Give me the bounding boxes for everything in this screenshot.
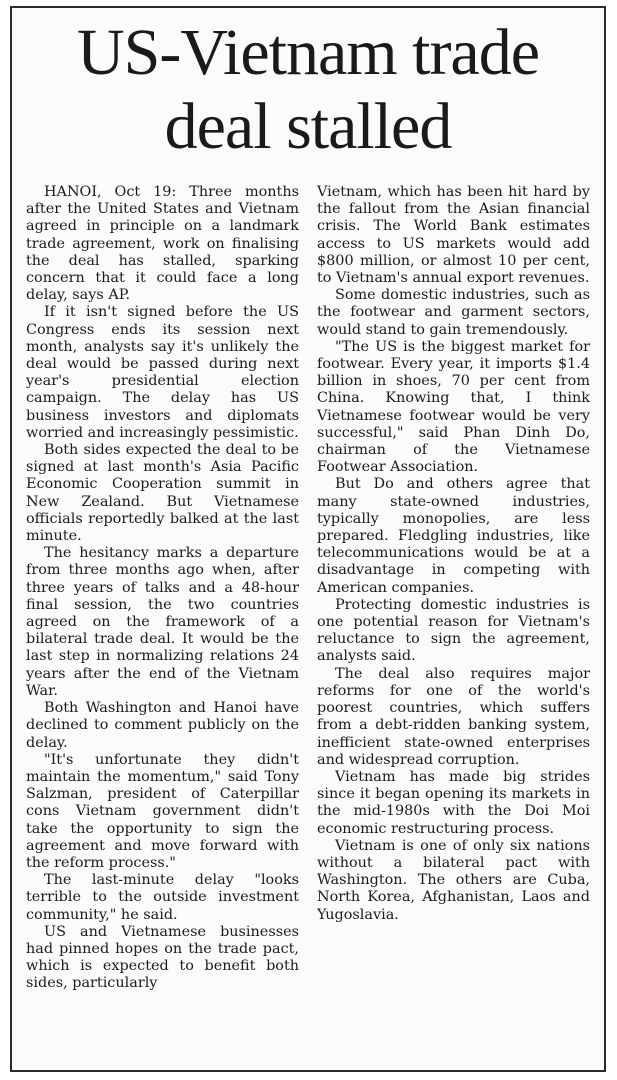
article-paragraph: If it isn't signed before the US Congress ends its session next month, analysts say it's unlikely the deal would be passed during next year's presidential election campaign. The delay has US business investors and diplomats worried and increasingly pessimistic. bbox=[26, 304, 299, 441]
newspaper-clipping bbox=[10, 6, 606, 1072]
article-paragraph: The deal also requires major reforms for one of the world's poorest countries, which suffers from a debt-ridden banking system, inefficient state-owned enterprises and widespread corruption. bbox=[317, 665, 590, 768]
article-paragraph: Vietnam, which has been hit hard by the fallout from the Asian financial crisis. The World Bank estimates access to US markets would add $800 million, or almost 10 per cent, to Vietnam's annual export revenues. bbox=[317, 184, 590, 287]
article-paragraph: "It's unfortunate they didn't maintain the momentum," said Tony Salzman, president of Caterpillar cons Vietnam government didn't take the opportunity to sign the agreement and move forward with the reform process." bbox=[26, 751, 299, 871]
headline-line-2: deal stalled bbox=[164, 90, 452, 163]
headline-line-1: US-Vietnam trade bbox=[76, 16, 540, 89]
headline bbox=[12, 16, 604, 164]
article-paragraph: "The US is the biggest market for footwear. Every year, it imports $1.4 billion in shoes, 70 per cent from China. Knowing that, I think Vietnamese footwear would be very successful," said Phan Dinh Do, chairman of the Vietnamese Footwear Association. bbox=[317, 338, 590, 476]
article-paragraph: The last-minute delay "looks terrible to the outside investment community," he said. bbox=[26, 872, 299, 923]
article-column-left bbox=[26, 184, 299, 1062]
article-body bbox=[26, 184, 590, 1062]
article-column-right bbox=[317, 184, 590, 1062]
article-paragraph: Some domestic industries, such as the footwear and garment sectors, would stand to gain tremendously. bbox=[317, 287, 590, 338]
article-paragraph: Vietnam has made big strides since it began opening its markets in the mid-1980s with the Doi Moi economic restructuring process. bbox=[317, 768, 590, 837]
article-paragraph: Vietnam is one of only six nations without a bilateral pact with Washington. The others are Cuba, North Korea, Afghanistan, Laos and Yugoslavia. bbox=[317, 837, 590, 923]
article-paragraph: Protecting domestic industries is one potential reason for Vietnam's reluctance to sign the agreement, analysts said. bbox=[317, 596, 590, 665]
article-paragraph: HANOI, Oct 19: Three months after the United States and Vietnam agreed in principle on a landmark trade agreement, work on finalising the deal has stalled, sparking concern that it could face a long delay, says AP. bbox=[26, 184, 299, 304]
article-paragraph: The hesitancy marks a departure from three months ago when, after three years of talks and a 48-hour final session, the two countries agreed on the framework of a bilateral trade deal. It would be the last step in normalizing relations 24 years after the end of the Vietnam War. bbox=[26, 545, 299, 699]
article-paragraph: Both Washington and Hanoi have declined to comment publicly on the delay. bbox=[26, 700, 299, 751]
article-paragraph: But Do and others agree that many state-owned industries, typically monopolies, are less prepared. Fledgling industries, like telecommunications would be at a disadvantage in competing with American companies. bbox=[317, 476, 590, 596]
article-paragraph: Both sides expected the deal to be signed at last month's Asia Pacific Economic Cooperation summit in New Zealand. But Vietnamese officials reportedly balked at the last minute. bbox=[26, 442, 299, 545]
article-paragraph: US and Vietnamese businesses had pinned hopes on the trade pact, which is expected to benefit both sides, particularly bbox=[26, 923, 299, 992]
